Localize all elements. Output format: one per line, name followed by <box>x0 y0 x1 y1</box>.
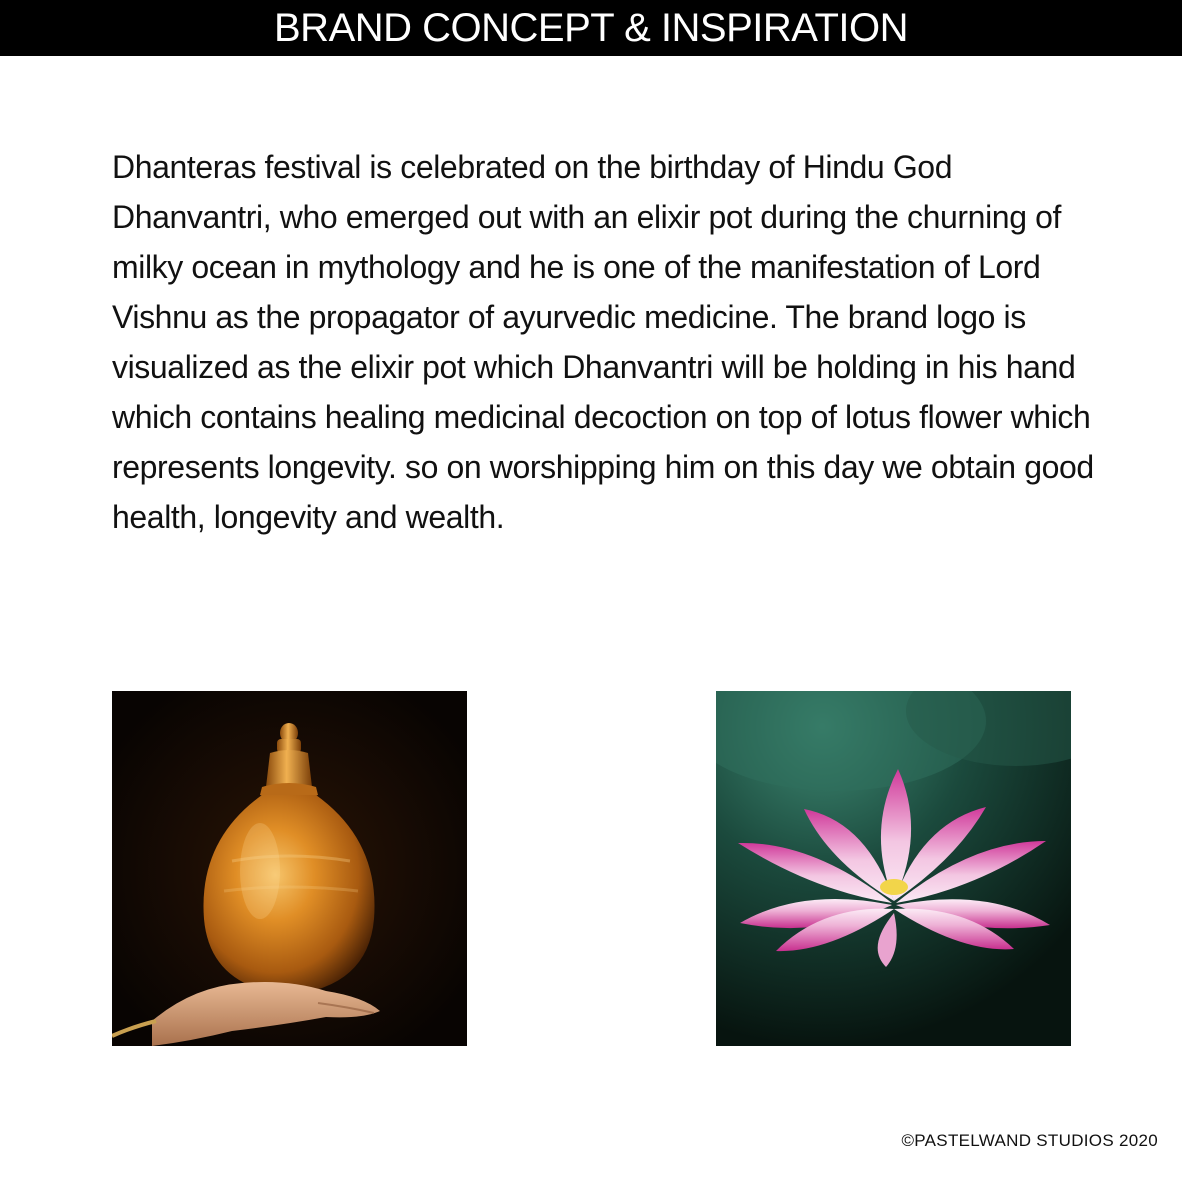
copyright-text: ©PASTELWAND STUDIOS 2020 <box>901 1131 1158 1150</box>
page-title: BRAND CONCEPT & INSPIRATION <box>274 6 908 50</box>
pink-lotus-flower-icon <box>716 691 1071 1046</box>
concept-paragraph: Dhanteras festival is celebrated on the birthday of Hindu God Dhanvantri, who emerged out with an elixir pot during the churning of milky ocean in mythology and he is one of the manifestation of Lord Vishnu as the propagator of ayurvedic medicine. The brand logo is visualized as the elixir pot which Dhanvantri will be holding in his hand which contains healing medicinal decoction on top of lotus flower which represents longevity. so on worshipping him on this day we obtain good health, longevity and wealth. <box>112 149 1094 535</box>
elixir-pot-image <box>112 691 467 1046</box>
header-bar <box>0 0 1182 56</box>
elixir-pot-in-hand-icon <box>112 691 467 1046</box>
lotus-flower-image <box>716 691 1071 1046</box>
